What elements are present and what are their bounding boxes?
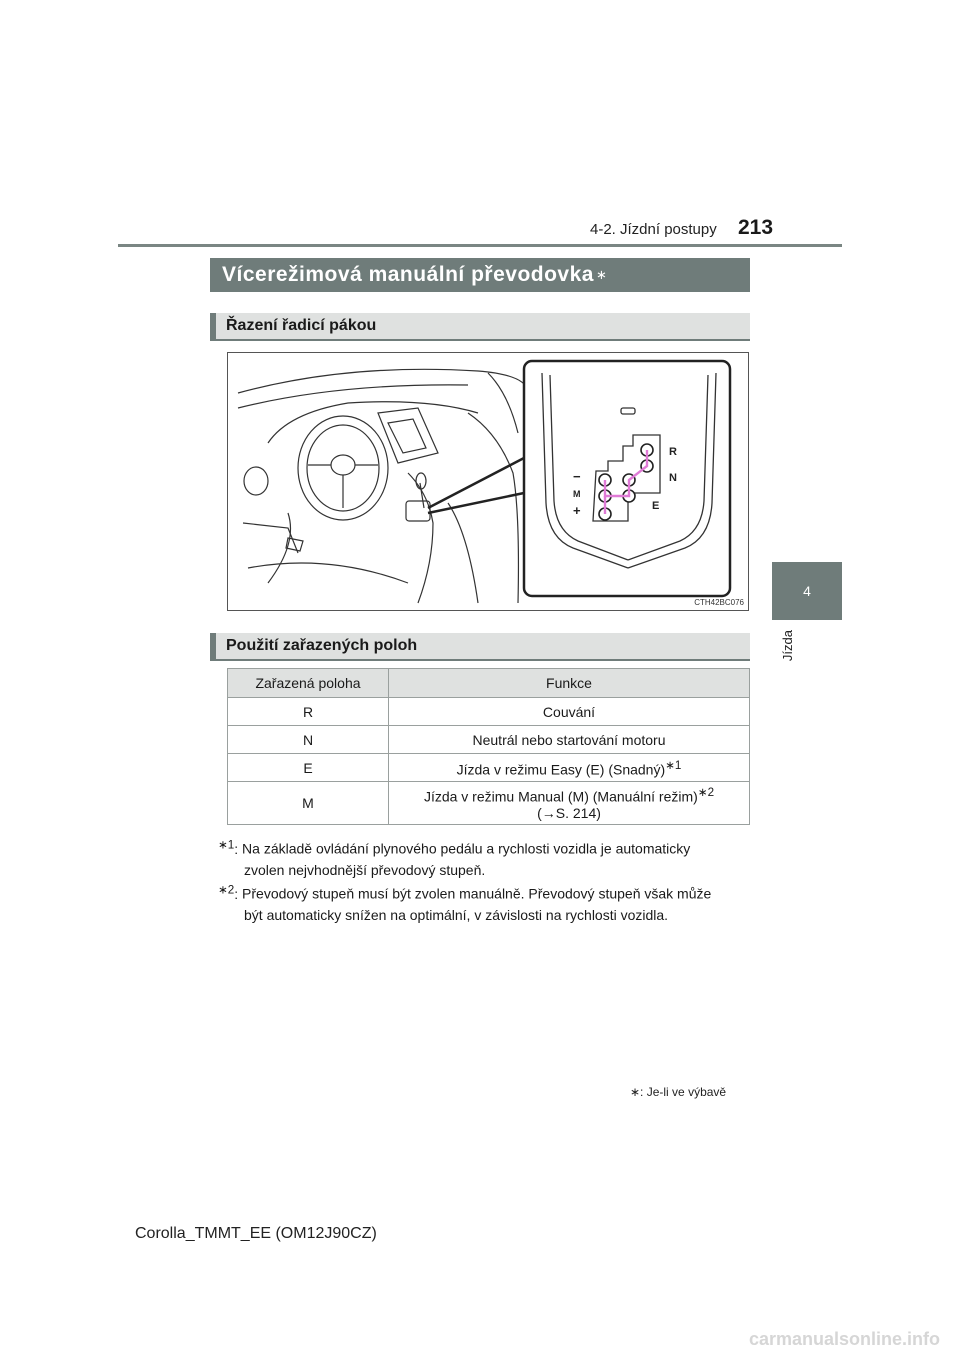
footer-manual-code: Corolla_TMMT_EE (OM12J90CZ) [135, 1225, 377, 1242]
section-heading-text: Použití zařazených poloh [226, 637, 418, 654]
gate-label-plus: + [573, 503, 581, 518]
table-cell-position: R [228, 698, 389, 726]
table-header-function: Funkce [389, 669, 750, 698]
footnote-mark-text: ∗2 [218, 883, 235, 896]
figure-code: CTH42BC076 [694, 598, 744, 607]
gate-label-r: R [669, 446, 677, 458]
shift-lever-illustration [228, 353, 748, 610]
footnote-mark: $^{∗2}$: [218, 883, 239, 902]
gate-label-n: N [669, 472, 677, 484]
page-link[interactable]: (→S. 214) [537, 805, 601, 822]
shift-positions-table [227, 668, 750, 825]
footnote-mark: $^{∗1}$: [218, 838, 239, 857]
table-cell-function [389, 754, 750, 782]
footnote-text: Převodový stupeň musí být zvolen manuálně. Převodový stupeň však může [242, 885, 712, 902]
footnote-1 [218, 834, 746, 881]
leader-lines [428, 458, 524, 513]
gate-label-minus: − [573, 469, 581, 484]
availability-mark: ∗ [595, 267, 608, 282]
gate-label-m: M [573, 489, 581, 499]
chapter-label: Jízda [780, 630, 795, 662]
footnote-text-cont: být automaticky snížen na optimální, v závislosti na rychlosti vozidla. [244, 906, 669, 923]
header-rule [118, 244, 842, 247]
table-cell-position: M [228, 782, 389, 825]
watermark: carmanualsonline.info [748, 1329, 940, 1349]
availability-note: ∗: Je-li ve výbavě [630, 1085, 727, 1099]
footnote-2 [218, 879, 746, 926]
footnote-text: Na základě ovládání plynového pedálu a rychlosti vozidla je automaticky [242, 840, 691, 857]
chapter-tab[interactable] [772, 562, 842, 620]
page-title-text: Vícerežimová manuální převodovka [222, 263, 594, 286]
section-reference: 4-2. Jízdní postupy [590, 221, 717, 238]
page-number: 213 [738, 216, 774, 239]
gate-label-e: E [652, 500, 660, 512]
shift-lever-figure [227, 352, 749, 611]
section-heading-positions [210, 633, 750, 661]
table-cell-position: N [228, 726, 389, 754]
table-row [228, 782, 750, 825]
table-header-row [228, 669, 750, 698]
page-title [210, 258, 750, 292]
table-row [228, 726, 750, 754]
table-header-position: Zařazená poloha [228, 669, 389, 698]
table-cell-function [389, 782, 750, 825]
footnote-ref: ∗1 [665, 758, 682, 772]
footnote-mark-text: ∗1 [218, 838, 235, 851]
car-interior-drawing [238, 369, 528, 603]
footnote-ref: ∗2 [697, 785, 715, 799]
table-row [228, 754, 750, 782]
section-heading-shifting [210, 313, 750, 341]
function-text: Jízda v režimu Manual (M) (Manuální režim) [423, 788, 698, 805]
table-cell-function: Neutrál nebo startování motoru [389, 726, 750, 754]
footnote-text-cont: zvolen nejvhodnější převodový stupeň. [244, 861, 486, 878]
section-heading-text: Řazení řadicí pákou [226, 317, 377, 334]
function-text: Jízda v režimu Easy (E) (Snadný) [456, 761, 666, 778]
table-cell-position: E [228, 754, 389, 782]
table-row [228, 698, 750, 726]
chapter-number: 4 [803, 583, 811, 599]
table-cell-function: Couvání [389, 698, 750, 726]
